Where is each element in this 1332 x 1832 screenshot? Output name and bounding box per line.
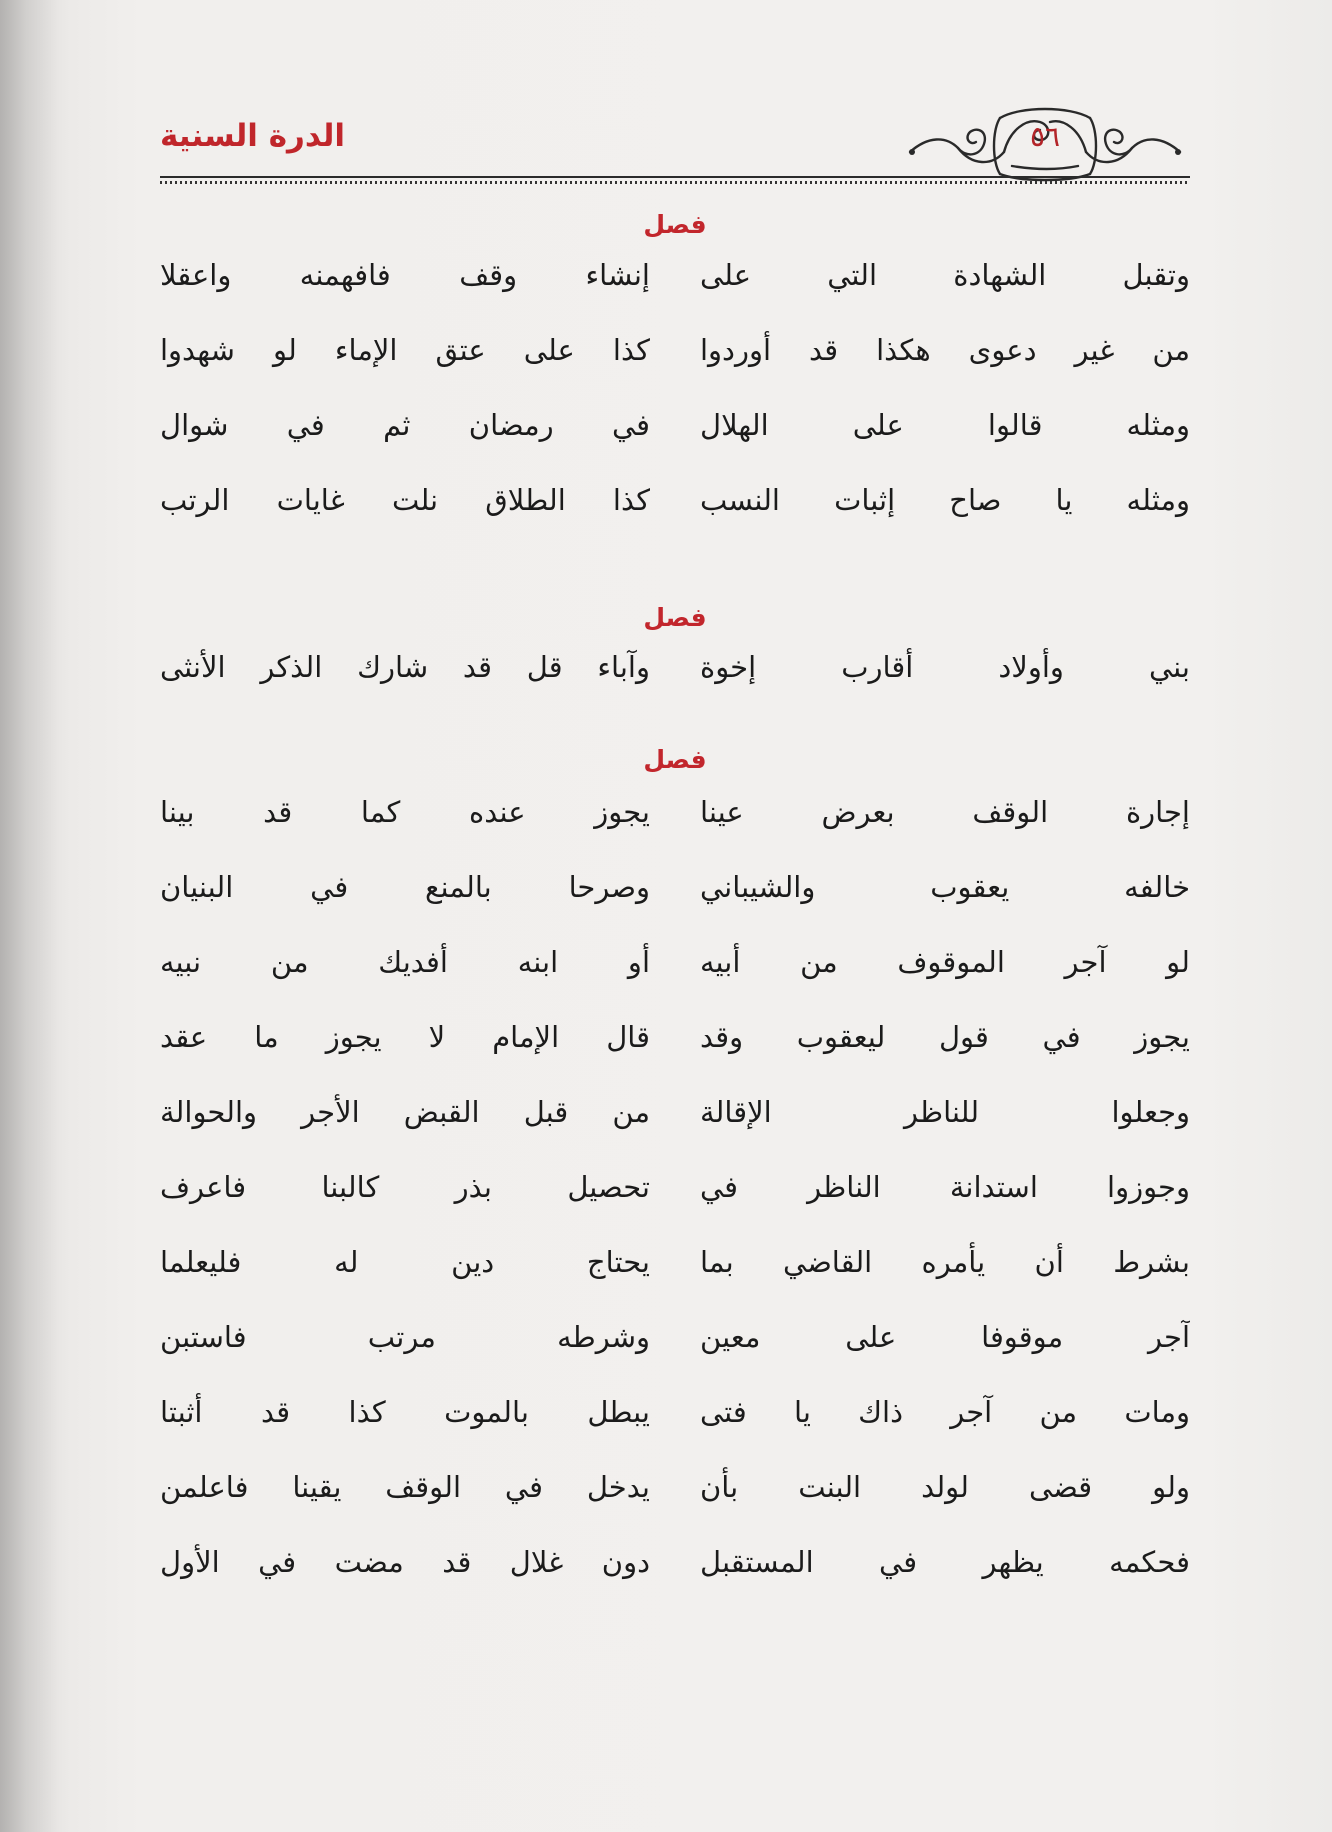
verse-first-hemistich: وجوزوا استدانة الناظر في bbox=[700, 1170, 1190, 1204]
verse-first-hemistich: لو آجر الموقوف من أبيه bbox=[700, 945, 1190, 979]
verse-second-hemistich: يجوز عنده كما قد بينا bbox=[160, 795, 650, 829]
verse-second-hemistich: تحصيل بذر كالبنا فاعرف bbox=[160, 1170, 650, 1204]
verse-row bbox=[160, 935, 1190, 989]
verse-second-hemistich: من قبل القبض الأجر والحوالة bbox=[160, 1095, 650, 1129]
verse-second-hemistich: يدخل في الوقف يقينا فاعلمن bbox=[160, 1470, 650, 1504]
verse-row bbox=[160, 1310, 1190, 1364]
page-number: ٥٦ bbox=[1029, 120, 1061, 153]
verse-second-hemistich: دون غلال قد مضت في الأول bbox=[160, 1545, 650, 1579]
verse-first-hemistich: وجعلوا للناظر الإقالة bbox=[700, 1095, 1190, 1129]
verse-second-hemistich: وشرطه مرتب فاستبن bbox=[160, 1320, 650, 1354]
section-heading: فصل bbox=[643, 603, 707, 632]
header-divider bbox=[160, 176, 1190, 184]
header-divider-solid-line bbox=[160, 176, 1190, 178]
verse-first-hemistich: من غير دعوى هكذا قد أوردوا bbox=[700, 333, 1190, 367]
verse-second-hemistich: وآباء قل قد شارك الذكر الأنثى bbox=[160, 650, 650, 684]
verse-row bbox=[160, 473, 1190, 527]
verse-first-hemistich: ومثله يا صاح إثبات النسب bbox=[700, 483, 1190, 517]
verse-second-hemistich: أو ابنه أفديك من نبيه bbox=[160, 945, 650, 979]
poem-body bbox=[160, 210, 1190, 1670]
verse-row bbox=[160, 1460, 1190, 1514]
verse-first-hemistich: فحكمه يظهر في المستقبل bbox=[700, 1545, 1190, 1579]
verse-first-hemistich: آجر موقوفا على معين bbox=[700, 1320, 1190, 1354]
verse-first-hemistich: وتقبل الشهادة التي على bbox=[700, 258, 1190, 292]
verse-first-hemistich: ولو قضى لولد البنت بأن bbox=[700, 1470, 1190, 1504]
verse-second-hemistich: كذا على عتق الإماء لو شهدوا bbox=[160, 333, 650, 367]
verse-row bbox=[160, 1010, 1190, 1064]
verse-second-hemistich: في رمضان ثم في شوال bbox=[160, 408, 650, 442]
verse-first-hemistich: بني وأولاد أقارب إخوة bbox=[700, 650, 1190, 684]
verse-second-hemistich: يبطل بالموت كذا قد أثبتا bbox=[160, 1395, 650, 1429]
verse-row bbox=[160, 1385, 1190, 1439]
book-title: الدرة السنية bbox=[160, 118, 346, 154]
verse-row bbox=[160, 785, 1190, 839]
verse-first-hemistich: ومات من آجر ذاك يا فتى bbox=[700, 1395, 1190, 1429]
verse-row bbox=[160, 640, 1190, 694]
verse-first-hemistich: يجوز في قول ليعقوب وقد bbox=[700, 1020, 1190, 1054]
verse-second-hemistich: قال الإمام لا يجوز ما عقد bbox=[160, 1020, 650, 1054]
verse-row bbox=[160, 1160, 1190, 1214]
verse-row bbox=[160, 398, 1190, 452]
verse-second-hemistich: إنشاء وقف فافهمنه واعقلا bbox=[160, 258, 650, 292]
verse-row bbox=[160, 1535, 1190, 1589]
verse-first-hemistich: إجارة الوقف بعرض عينا bbox=[700, 795, 1190, 829]
verse-first-hemistich: ومثله قالوا على الهلال bbox=[700, 408, 1190, 442]
verse-second-hemistich: وصرحا بالمنع في البنيان bbox=[160, 870, 650, 904]
section-heading: فصل bbox=[643, 210, 707, 239]
section-heading: فصل bbox=[643, 745, 707, 774]
verse-second-hemistich: يحتاج دين له فليعلما bbox=[160, 1245, 650, 1279]
verse-row bbox=[160, 1235, 1190, 1289]
verse-first-hemistich: بشرط أن يأمره القاضي بما bbox=[700, 1245, 1190, 1279]
verse-row bbox=[160, 248, 1190, 302]
verse-first-hemistich: خالفه يعقوب والشيباني bbox=[700, 870, 1190, 904]
verse-row bbox=[160, 1085, 1190, 1139]
header-divider-dotted-line bbox=[160, 181, 1190, 184]
verse-row bbox=[160, 323, 1190, 377]
verse-second-hemistich: كذا الطلاق نلت غايات الرتب bbox=[160, 483, 650, 517]
binding-gutter-shadow bbox=[0, 0, 58, 1832]
verse-row bbox=[160, 860, 1190, 914]
